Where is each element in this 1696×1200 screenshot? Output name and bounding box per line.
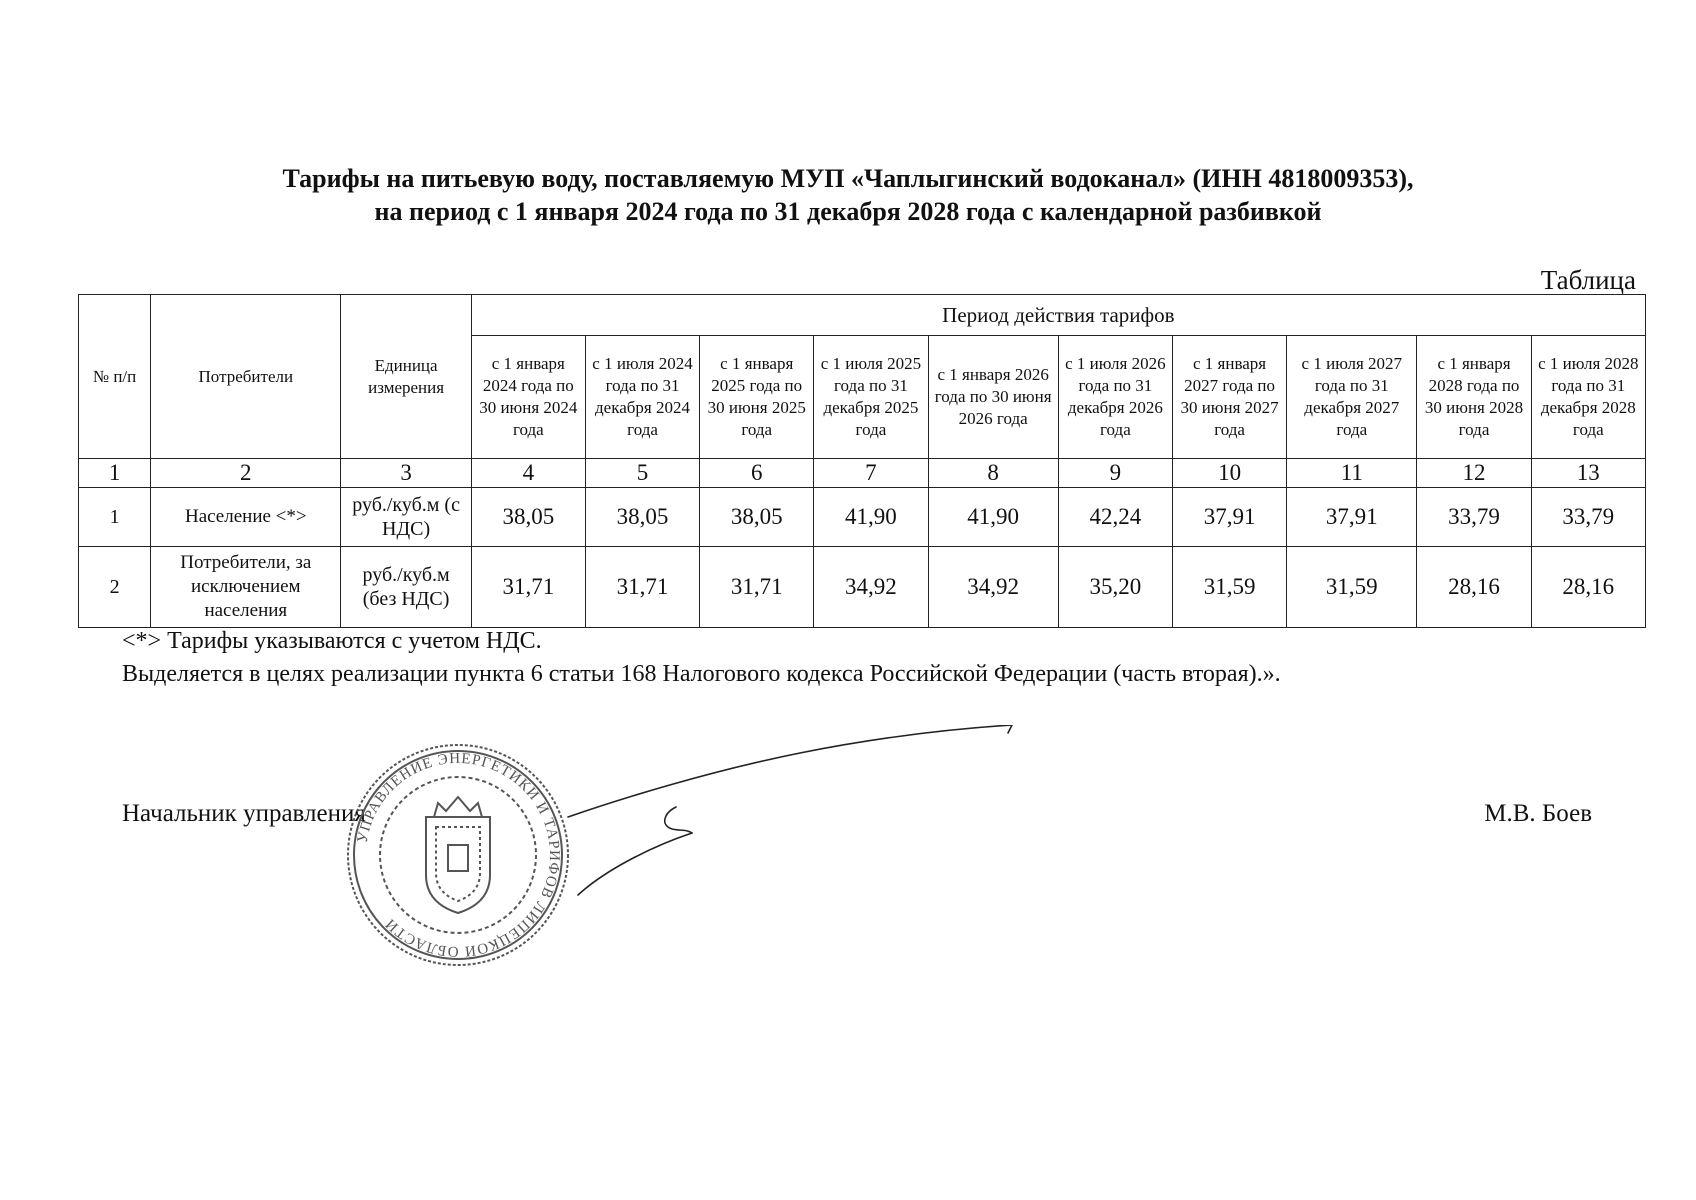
header-period-10: с 1 июля 2028 года по 31 декабря 2028 года	[1531, 336, 1645, 459]
column-number: 11	[1287, 459, 1417, 488]
tariff-value: 31,71	[585, 547, 699, 628]
column-number: 12	[1417, 459, 1531, 488]
title-line-2: на период с 1 января 2024 года по 31 декабря 2028 года с календарной разбивкой	[374, 197, 1322, 226]
header-consumers: Потребители	[151, 295, 341, 459]
tariff-value: 33,79	[1531, 488, 1645, 547]
column-number: 6	[700, 459, 814, 488]
header-period-5: с 1 января 2026 года по 30 июня 2026 года	[928, 336, 1058, 459]
tariff-value: 42,24	[1058, 488, 1172, 547]
tariff-value: 38,05	[585, 488, 699, 547]
tariff-value: 34,92	[814, 547, 928, 628]
column-number: 10	[1172, 459, 1286, 488]
handwritten-signature-icon	[560, 725, 1030, 905]
row-number: 1	[79, 488, 151, 547]
column-numbers-row	[79, 459, 1646, 488]
tariff-value: 28,16	[1531, 547, 1645, 628]
tariff-value: 38,05	[700, 488, 814, 547]
tariff-table	[78, 294, 1646, 628]
header-period-3: с 1 января 2025 года по 30 июня 2025 года	[700, 336, 814, 459]
column-number: 7	[814, 459, 928, 488]
tariff-value: 31,71	[471, 547, 585, 628]
column-number: 9	[1058, 459, 1172, 488]
row-unit: руб./куб.м (с НДС)	[341, 488, 471, 547]
header-period: Период действия тарифов	[471, 295, 1645, 336]
header-period-7: с 1 января 2027 года по 30 июня 2027 года	[1172, 336, 1286, 459]
row-number: 2	[79, 547, 151, 628]
allocation-footnote: Выделяется в целях реализации пункта 6 статьи 168 Налогового кодекса Российской Федерации (часть вторая).».	[122, 661, 1281, 687]
header-period-4: с 1 июля 2025 года по 31 декабря 2025 года	[814, 336, 928, 459]
tariff-value: 31,59	[1172, 547, 1286, 628]
signer-position: Начальник управления	[122, 800, 366, 827]
vat-footnote: <*> Тарифы указываются с учетом НДС.	[122, 628, 542, 654]
column-number: 3	[341, 459, 471, 488]
table-caption: Таблица	[1540, 265, 1636, 295]
tariff-value: 35,20	[1058, 547, 1172, 628]
row-consumer: Население <*>	[151, 488, 341, 547]
document-title	[0, 162, 1696, 228]
tariff-value: 37,91	[1287, 488, 1417, 547]
column-number: 4	[471, 459, 585, 488]
signer-name: М.В. Боев	[1484, 800, 1592, 827]
footnotes	[122, 625, 1281, 691]
header-period-6: с 1 июля 2026 года по 31 декабря 2026 года	[1058, 336, 1172, 459]
svg-text:УПРАВЛЕНИЕ ЭНЕРГЕТИКИ И ТАРИФО	[355, 751, 562, 960]
tariff-value: 34,92	[928, 547, 1058, 628]
tariff-value: 41,90	[928, 488, 1058, 547]
tariff-value: 31,59	[1287, 547, 1417, 628]
tariff-value: 37,91	[1172, 488, 1286, 547]
column-number: 8	[928, 459, 1058, 488]
tariff-value: 41,90	[814, 488, 928, 547]
row-consumer: Потребители, за исключением населения	[151, 547, 341, 628]
tariff-value: 33,79	[1417, 488, 1531, 547]
official-seal-icon	[338, 735, 578, 975]
seal-text: УПРАВЛЕНИЕ ЭНЕРГЕТИКИ И ТАРИФОВ ЛИПЕЦКОЙ ОБЛАСТИ	[354, 750, 563, 960]
header-num: № п/п	[79, 295, 151, 459]
column-number: 5	[585, 459, 699, 488]
coat-of-arms-icon	[426, 797, 490, 913]
tariff-value: 28,16	[1417, 547, 1531, 628]
header-unit: Единица измерения	[341, 295, 471, 459]
column-number: 13	[1531, 459, 1645, 488]
header-period-9: с 1 января 2028 года по 30 июня 2028 года	[1417, 336, 1531, 459]
tariff-value: 38,05	[471, 488, 585, 547]
column-number: 2	[151, 459, 341, 488]
table-row	[79, 547, 1646, 628]
tariff-value: 31,71	[700, 547, 814, 628]
row-unit: руб./куб.м (без НДС)	[341, 547, 471, 628]
header-period-1: с 1 января 2024 года по 30 июня 2024 года	[471, 336, 585, 459]
title-line-1: Тарифы на питьевую воду, поставляемую МУП «Чаплыгинский водоканал» (ИНН 4818009353),	[282, 164, 1414, 193]
header-period-8: с 1 июля 2027 года по 31 декабря 2027 года	[1287, 336, 1417, 459]
header-period-2: с 1 июля 2024 года по 31 декабря 2024 года	[585, 336, 699, 459]
table-row	[79, 488, 1646, 547]
column-number: 1	[79, 459, 151, 488]
